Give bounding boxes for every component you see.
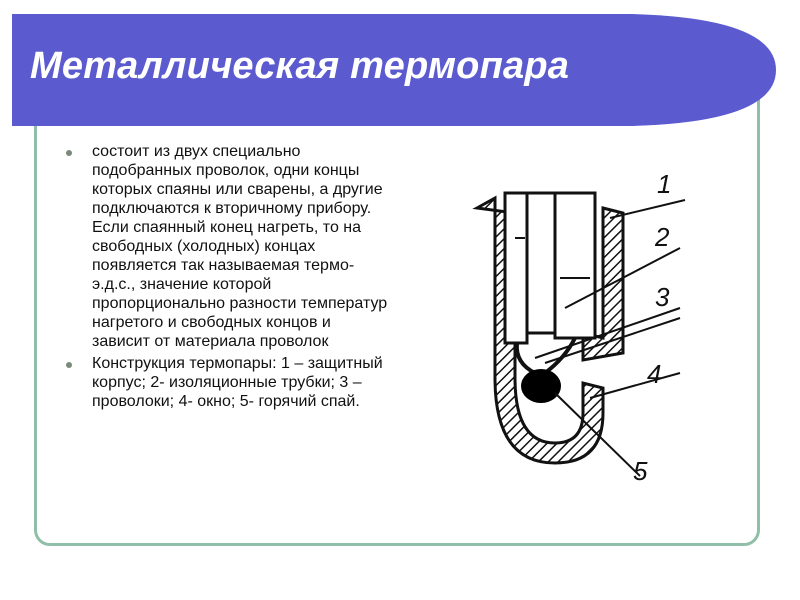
- callout-label: 4: [647, 359, 662, 389]
- slide-title: Металлическая термопара: [30, 45, 570, 87]
- bullet-text: Конструкция термопары: 1 – защитный корпус; 2- изоляционные трубки; 3 – проволоки; 4- окно; 5- горячий спай.: [92, 355, 383, 410]
- bullet-icon: [66, 150, 72, 156]
- insulation-tube: [505, 193, 527, 343]
- bullet-icon: [66, 362, 72, 368]
- callout-label: 2: [655, 222, 670, 252]
- bullet-text: состоит из двух специально подобранных проволок, одни концы которых спаяны или сварены, а другие подключаются к вторичному прибору. Если спаянный конец нагреть, то на свободных (холодных) концах появляется так называемая термо-э.д.с., значение которой пропорционально разности температур нагретого и свободных концов и зависит от материала проволок: [92, 143, 388, 350]
- bullet-list: [66, 142, 388, 414]
- bullet-item: [66, 142, 388, 351]
- thermocouple-diagram: [455, 168, 705, 498]
- hot-junction: [521, 369, 561, 403]
- wire: [517, 343, 535, 373]
- callout-label: 5: [633, 456, 648, 486]
- callout-label: 1: [657, 169, 672, 199]
- insulation-tube: [555, 193, 595, 338]
- callout-label: 3: [655, 282, 670, 312]
- insulation-tube: [527, 193, 555, 333]
- bullet-item: [66, 354, 388, 411]
